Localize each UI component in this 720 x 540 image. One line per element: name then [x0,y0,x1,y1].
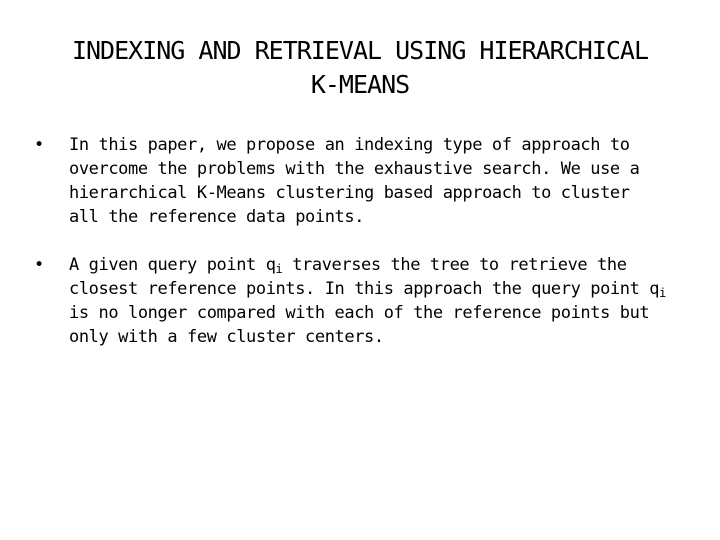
title-line-2: K-MEANS [310,70,410,99]
bullet-text-fragment: traverses the tree to retrieve the [282,255,627,275]
bullet-text-line [69,253,679,277]
bullet-text-line: hierarchical K-Means clustering based approach to cluster [69,183,630,203]
bullet-list [0,133,720,373]
subscript-i: i [275,262,283,276]
bullet-item-query-traversal [0,253,679,349]
bullet-text-line [69,277,679,301]
subscript-i: i [659,286,666,300]
bullet-text-line: overcome the problems with the exhaustive search. We use a [69,159,640,179]
slide-title [0,34,720,102]
bullet-item-indexing-approach [0,133,679,229]
bullet-text-line: is no longer compared with each of the reference points but [69,303,650,323]
bullet-icon: • [34,135,44,155]
bullet-text-line: In this paper, we propose an indexing type of approach to [69,135,630,155]
bullet-text-line: all the reference data points. [69,207,365,227]
bullet-text-fragment: closest reference points. In this approach the query point q [69,279,660,299]
bullet-text-line: only with a few cluster centers. [69,327,384,347]
bullet-text-fragment: A given query point q [69,255,276,275]
title-line-1: INDEXING AND RETRIEVAL USING HIERARCHICAL [71,36,649,65]
bullet-icon: • [34,255,44,275]
